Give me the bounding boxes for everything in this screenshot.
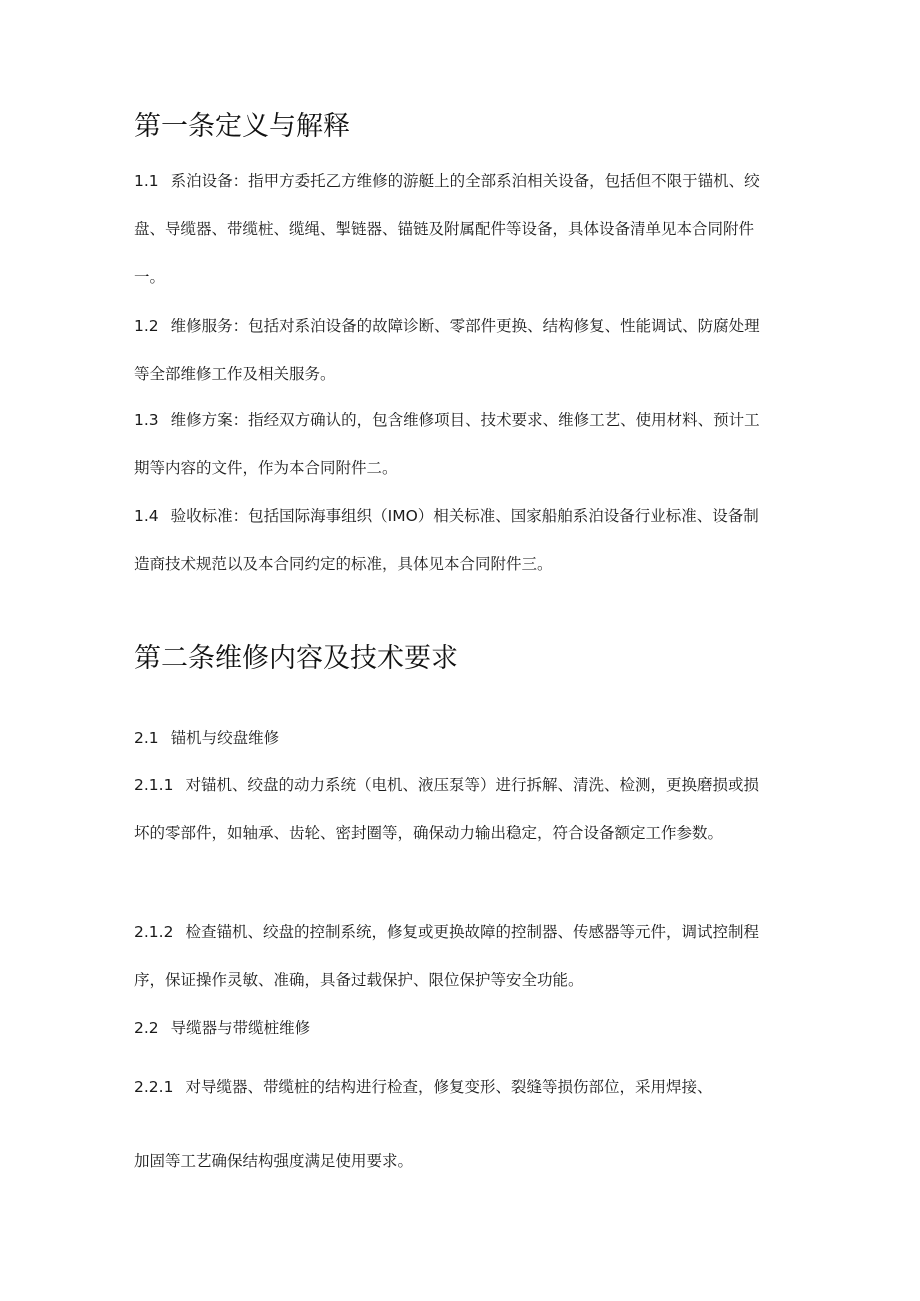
section-2-title: 第二条维修内容及技术要求 bbox=[134, 643, 458, 674]
subsection-2-2-title bbox=[134, 1017, 310, 1039]
clause-text: 验收标准：包括国际海事组织（IMO）相关标准、国家船舶系泊设备行业标准、设备制造商技术规范以及本合同约定的标准，具体见本合同附件三。 bbox=[134, 507, 759, 573]
clause-number: 1.3 bbox=[134, 411, 159, 429]
clause-number: 2.1.2 bbox=[134, 923, 174, 941]
clause-text: 检查锚机、绞盘的控制系统，修复或更换故障的控制器、传感器等元件，调试控制程序，保证操作灵敏、准确，具备过载保护、限位保护等安全功能。 bbox=[134, 923, 759, 989]
subsection-number: 2.1 bbox=[134, 729, 159, 747]
clause-text: 对导缆器、带缆桩的结构进行检查，修复变形、裂缝等损伤部位，采用焊接、 bbox=[185, 1078, 713, 1096]
subsection-2-1-title bbox=[134, 727, 279, 749]
clause-2-2-1-line-2: 加固等工艺确保结构强度满足使用要求。 bbox=[134, 1152, 414, 1170]
clause-number: 1.2 bbox=[134, 317, 159, 335]
clause-text: 维修方案：指经双方确认的，包含维修项目、技术要求、维修工艺、使用材料、预计工期等内容的文件，作为本合同附件二。 bbox=[134, 411, 760, 477]
clause-1-4 bbox=[134, 492, 774, 588]
clause-number: 2.2.1 bbox=[134, 1078, 174, 1096]
section-1-title: 第一条定义与解释 bbox=[134, 111, 350, 142]
clause-1-2 bbox=[134, 302, 774, 398]
clause-text: 对锚机、绞盘的动力系统（电机、液压泵等）进行拆解、清洗、检测，更换磨损或损坏的零部件，如轴承、齿轮、密封圈等，确保动力输出稳定，符合设备额定工作参数。 bbox=[134, 776, 759, 842]
subsection-text: 导缆器与带缆桩维修 bbox=[170, 1019, 311, 1037]
clause-text: 系泊设备：指甲方委托乙方维修的游艇上的全部系泊相关设备，包括但不限于锚机、绞盘、导缆器、带缆桩、缆绳、掣链器、锚链及附属配件等设备，具体设备清单见本合同附件一。 bbox=[134, 172, 760, 286]
clause-2-1-1 bbox=[134, 761, 774, 857]
clause-number: 2.1.1 bbox=[134, 776, 174, 794]
clause-2-2-1-line-1 bbox=[134, 1076, 712, 1098]
subsection-number: 2.2 bbox=[134, 1019, 159, 1037]
clause-1-3 bbox=[134, 396, 774, 492]
clause-number: 1.1 bbox=[134, 172, 159, 190]
clause-number: 1.4 bbox=[134, 507, 159, 525]
clause-text: 维修服务：包括对系泊设备的故障诊断、零部件更换、结构修复、性能调试、防腐处理等全部维修工作及相关服务。 bbox=[134, 317, 760, 383]
subsection-text: 锚机与绞盘维修 bbox=[170, 729, 280, 747]
clause-1-1 bbox=[134, 157, 774, 301]
clause-2-1-2 bbox=[134, 908, 774, 1004]
